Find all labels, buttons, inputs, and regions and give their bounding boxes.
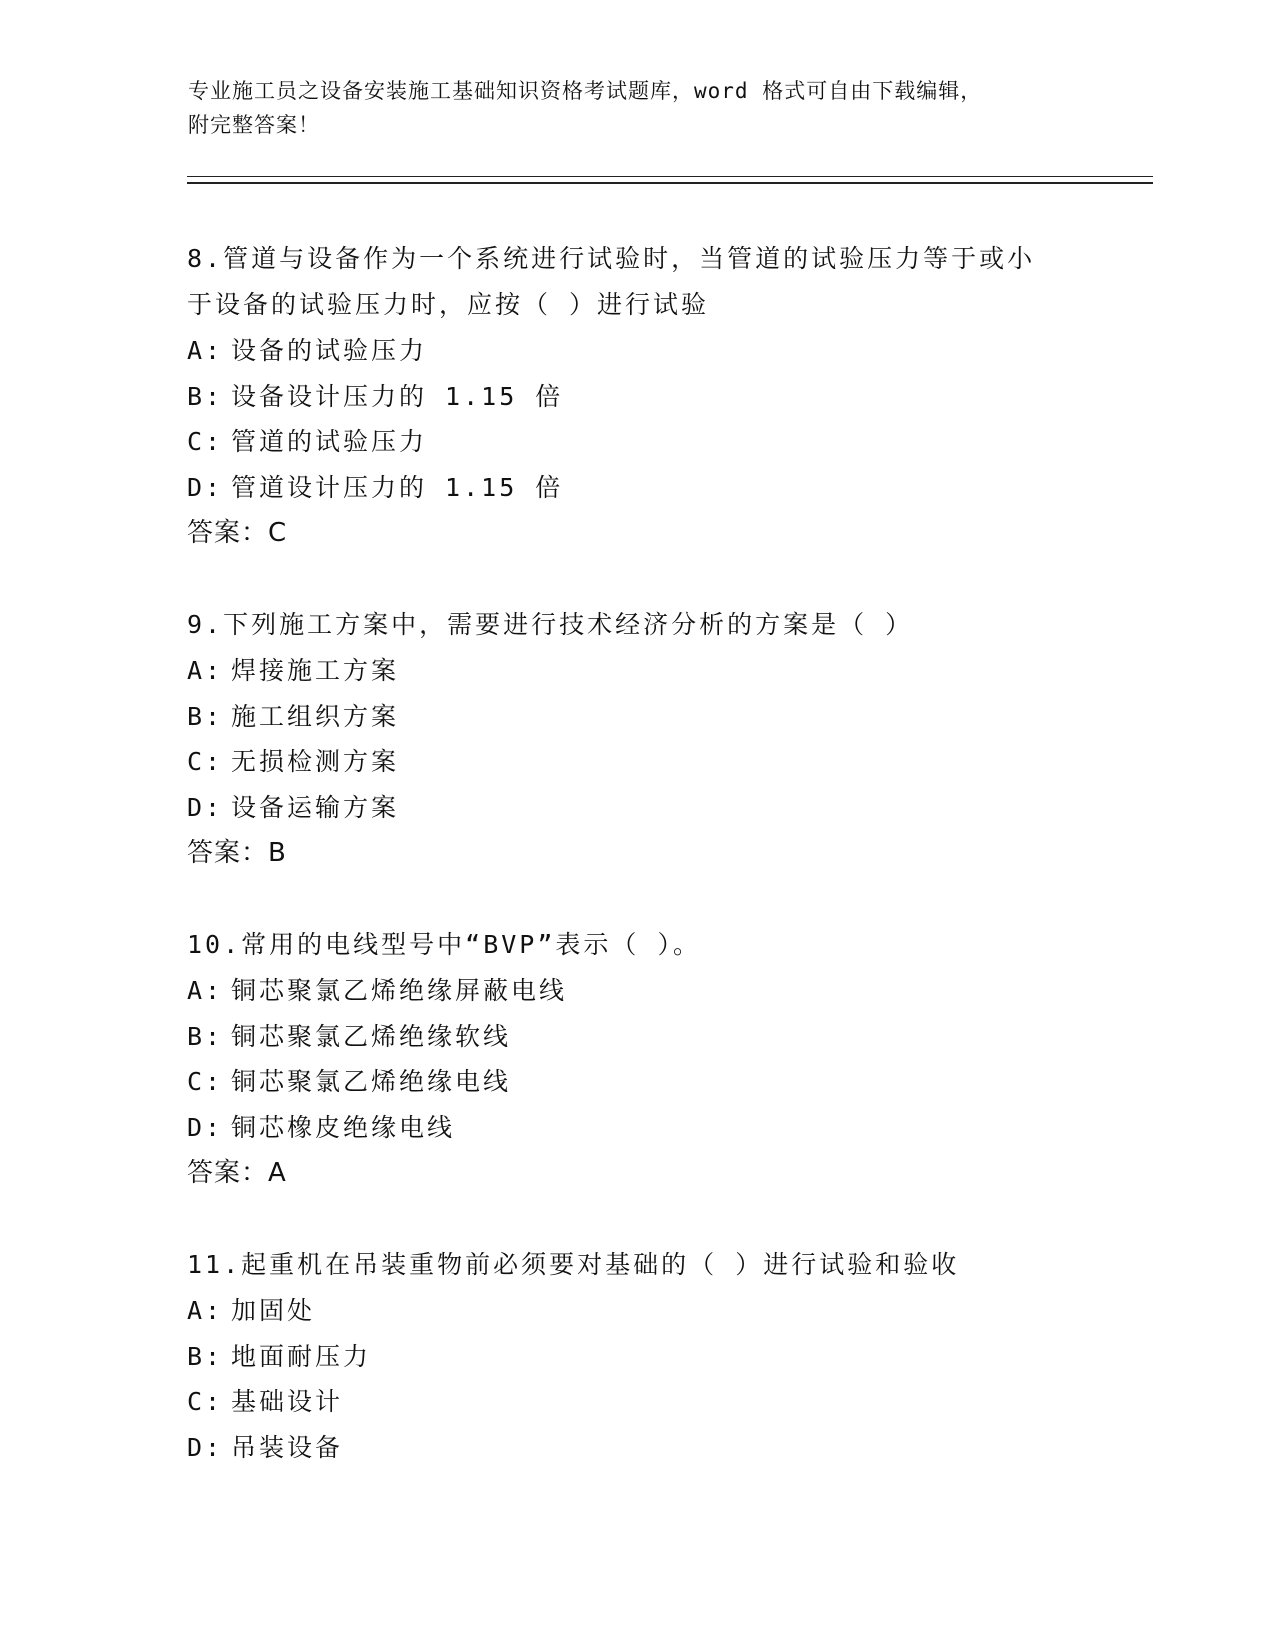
option-d bbox=[187, 785, 1087, 831]
option-text: 铜芯聚氯乙烯绝缘屏蔽电线 bbox=[231, 976, 568, 1005]
question-11 bbox=[187, 1242, 1087, 1470]
option-text: 焊接施工方案 bbox=[231, 656, 400, 685]
option-text: 吊装设备 bbox=[231, 1432, 344, 1462]
option-letter: B: bbox=[187, 381, 224, 411]
answer-line: 答案：C bbox=[187, 518, 288, 548]
question-list bbox=[187, 236, 1087, 1516]
option-letter: A: bbox=[187, 1296, 224, 1325]
option-d bbox=[187, 1425, 1087, 1471]
question-stem-continued: 于设备的试验压力时，应按（ ）进行试验 bbox=[187, 290, 710, 319]
option-letter: D: bbox=[187, 792, 224, 822]
answer-line: 答案：B bbox=[187, 838, 287, 868]
option-letter: D: bbox=[187, 1432, 224, 1462]
question-stem: 8.管道与设备作为一个系统进行试验时，当管道的试验压力等于或小 bbox=[187, 244, 1036, 273]
option-b bbox=[187, 374, 1087, 420]
option-d bbox=[187, 465, 1087, 511]
option-a bbox=[187, 648, 1087, 694]
option-a bbox=[187, 968, 1087, 1014]
question-8 bbox=[187, 236, 1087, 556]
header-divider-thin bbox=[187, 176, 1153, 177]
option-letter: C: bbox=[187, 747, 224, 776]
option-c bbox=[187, 739, 1087, 785]
answer-line: 答案：A bbox=[187, 1158, 287, 1188]
option-text: 铜芯聚氯乙烯绝缘软线 bbox=[231, 1021, 512, 1051]
option-b bbox=[187, 694, 1087, 740]
option-letter: A: bbox=[187, 656, 224, 685]
option-letter: C: bbox=[187, 427, 224, 456]
option-text: 施工组织方案 bbox=[231, 701, 400, 731]
option-text: 铜芯聚氯乙烯绝缘电线 bbox=[231, 1067, 512, 1096]
option-a bbox=[187, 1288, 1087, 1334]
option-b bbox=[187, 1014, 1087, 1060]
header-line-2: 附完整答案！ bbox=[188, 113, 320, 137]
option-text: 地面耐压力 bbox=[231, 1341, 372, 1371]
option-letter: B: bbox=[187, 1021, 224, 1051]
option-text: 基础设计 bbox=[231, 1387, 344, 1416]
option-text: 铜芯橡皮绝缘电线 bbox=[231, 1112, 456, 1142]
option-text: 设备运输方案 bbox=[231, 792, 400, 822]
option-c bbox=[187, 419, 1087, 465]
option-letter: C: bbox=[187, 1067, 224, 1096]
question-10 bbox=[187, 922, 1087, 1196]
option-letter: B: bbox=[187, 1341, 224, 1371]
option-text: 管道设计压力的 1.15 倍 bbox=[231, 472, 564, 502]
option-letter: B: bbox=[187, 701, 224, 731]
header-line-1: 专业施工员之设备安装施工基础知识资格考试题库，word 格式可自由下载编辑， bbox=[188, 79, 983, 103]
question-stem: 9.下列施工方案中，需要进行技术经济分析的方案是（ ） bbox=[187, 610, 914, 639]
option-b bbox=[187, 1334, 1087, 1380]
question-9 bbox=[187, 602, 1087, 876]
question-stem: 11.起重机在吊装重物前必须要对基础的（ ）进行试验和验收 bbox=[187, 1250, 960, 1279]
document-header bbox=[188, 74, 1068, 142]
option-c bbox=[187, 1379, 1087, 1425]
option-letter: D: bbox=[187, 472, 224, 502]
option-d bbox=[187, 1105, 1087, 1151]
option-text: 设备设计压力的 1.15 倍 bbox=[231, 381, 564, 411]
option-text: 管道的试验压力 bbox=[231, 427, 428, 456]
option-letter: C: bbox=[187, 1387, 224, 1416]
option-letter: A: bbox=[187, 976, 224, 1005]
option-text: 无损检测方案 bbox=[231, 747, 400, 776]
option-a bbox=[187, 328, 1087, 374]
option-text: 加固处 bbox=[231, 1296, 316, 1325]
question-stem: 10.常用的电线型号中“BVP”表示（ ）。 bbox=[187, 930, 701, 959]
header-divider-thick bbox=[187, 182, 1153, 184]
option-letter: D: bbox=[187, 1112, 224, 1142]
option-text: 设备的试验压力 bbox=[231, 336, 428, 365]
option-letter: A: bbox=[187, 336, 224, 365]
option-c bbox=[187, 1059, 1087, 1105]
